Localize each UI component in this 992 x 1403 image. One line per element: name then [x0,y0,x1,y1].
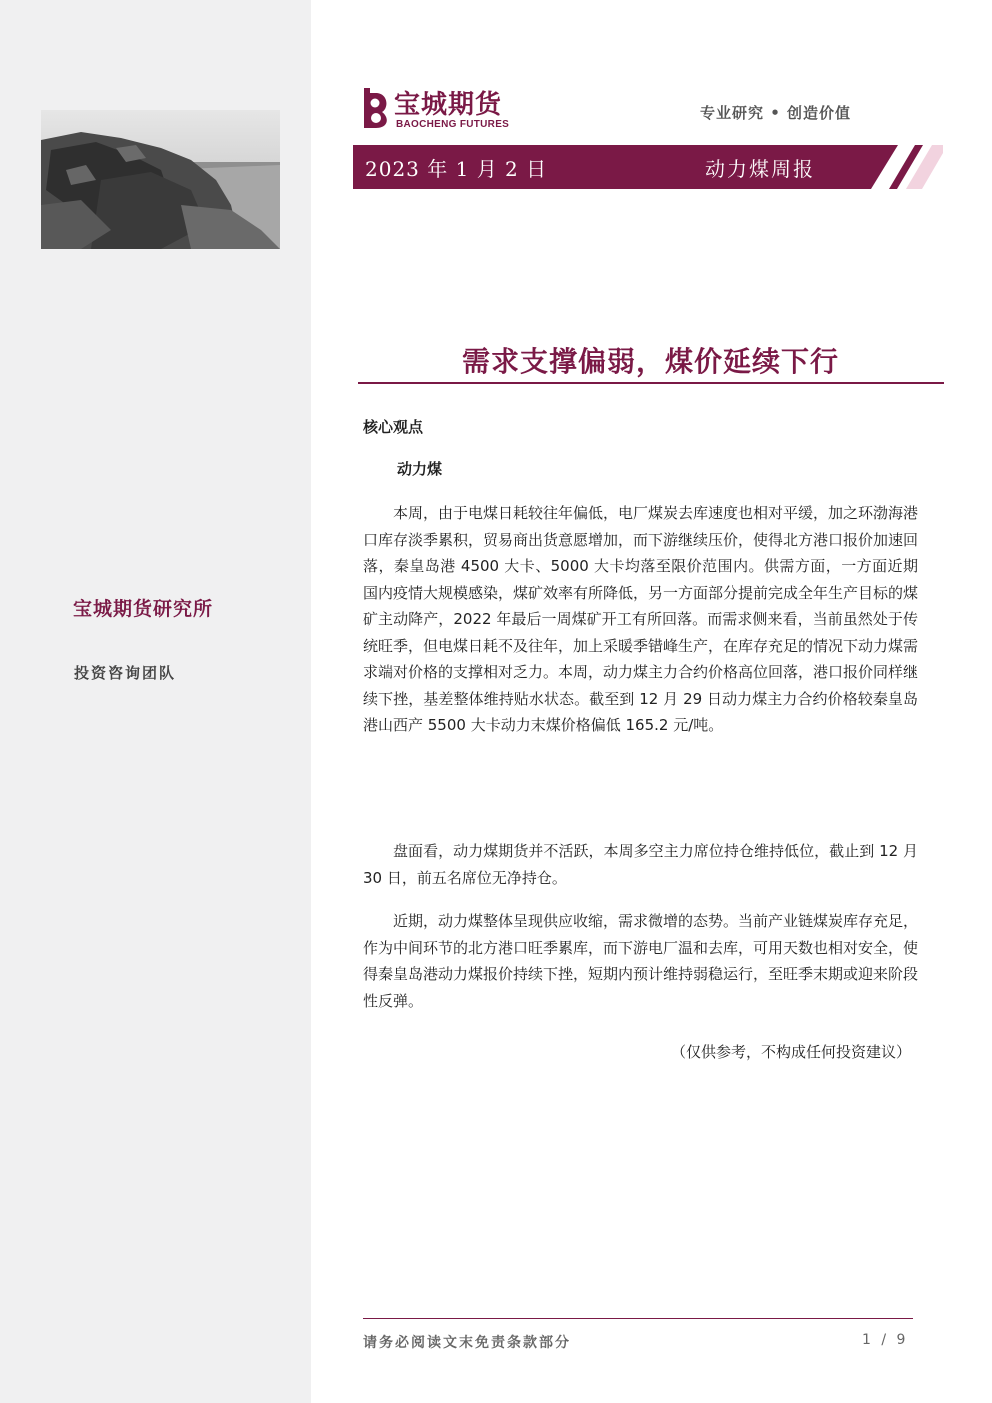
cover-photo-coal [41,110,280,249]
disclaimer: （仅供参考，不构成任何投资建议） [670,1043,911,1061]
section-heading: 动力煤 [397,460,443,478]
report-type: 动力煤周报 [705,157,815,181]
logo-mark-icon [358,84,394,132]
core-viewpoint-heading: 核心观点 [363,418,424,436]
company-logo [358,84,528,134]
paragraph: 本周，由于电煤日耗较往年偏低，电厂煤炭去库速度也相对平缓，加之环渤海港口库存淡季累积，贸易商出货意愿增加，而下游继续压价，使得北方港口报价加速回落，秦皇岛港 4500 大卡、5000 大卡均落至限价范围内。供需方面，一方面近期国内疫情大规模感染，煤矿效率有所降低，另一方面部分提前完成全年生产目标的煤矿主动降产，2022 年最后一周煤矿开工有所回落。而需求侧来看，当前虽然处于传统旺季，但电煤日耗不及往年，加上采暖季错峰生产，在库存充足的情况下动力煤需求端对价格的支撑相对乏力。本周，动力煤主力合约价格高位回落，港口报价同样继续下挫，基差整体维持贴水状态。截至到 12 月 29 日动力煤主力合约价格较秦皇岛港山西产 5500 大卡动力末煤价格偏低 165.2 元/吨。 [363,504,919,734]
title-divider [358,382,944,384]
logo-text-en: BAOCHENG FUTURES [396,119,510,130]
paragraph: 近期，动力煤整体呈现供应收缩，需求微增的态势。当前产业链煤炭库存充足，作为中间环节的北方港口旺季累库，而下游电厂温和去库，可用天数也相对安全，使得秦皇岛港动力煤报价持续下挫，短期内预计维持弱稳运行，至旺季末期或迎来阶段性反弹。 [363,912,919,1010]
sidebar [0,0,311,1403]
institute-name: 宝城期货研究所 [73,598,214,620]
logo-text-cn: 宝城期货 [394,90,503,120]
team-name: 投资咨询团队 [74,664,177,682]
paragraph: 盘面看，动力煤期货并不活跃，本周多空主力席位持仓维持低位，截止到 12 月 30 日，前五名席位无净持仓。 [363,842,918,887]
footer-divider [363,1318,913,1319]
report-date: 2023 年 1 月 2 日 [365,157,548,181]
page-number: 1 / 9 [862,1332,909,1348]
footer-note: 请务必阅读文末免责条款部分 [363,1335,571,1351]
report-title: 需求支撑偏弱，煤价延续下行 [461,345,839,378]
slogan: 专业研究 • 创造价值 [700,104,852,122]
date-banner [353,145,943,189]
